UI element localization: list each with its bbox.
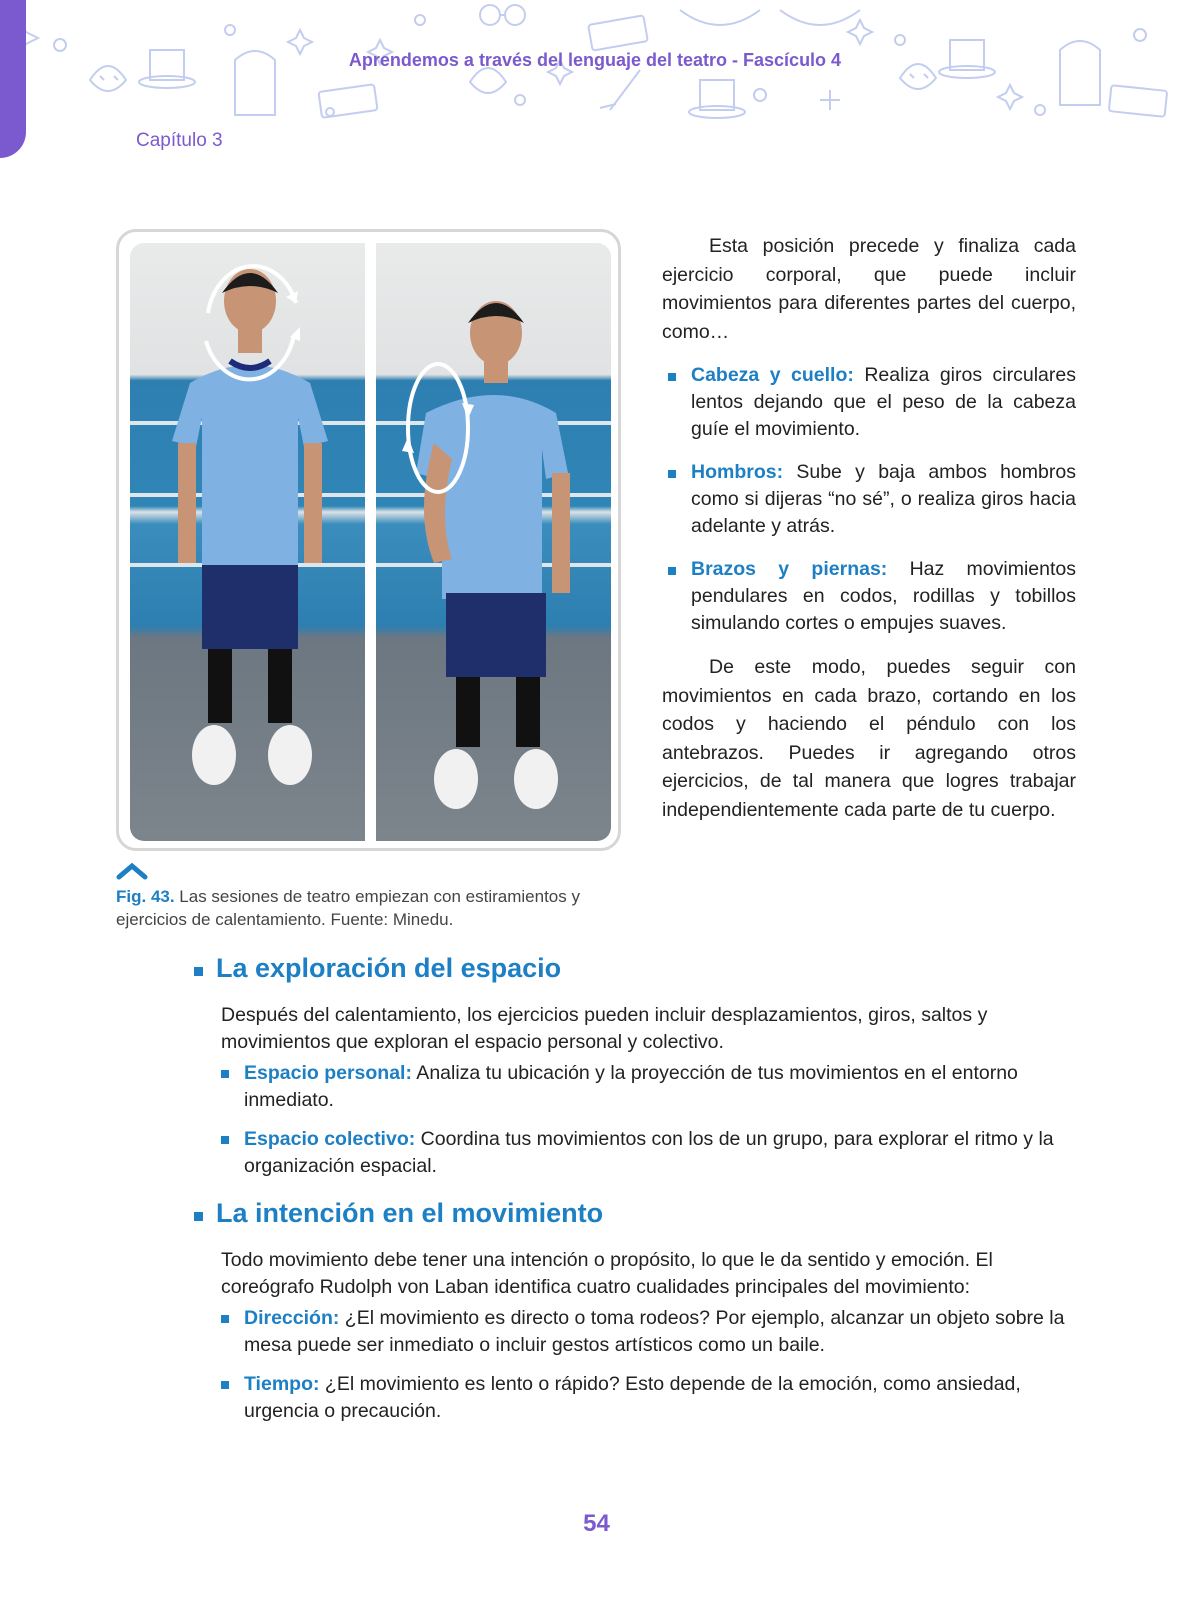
list-item-text: Analiza tu ubicación y la proyección de tus movimientos en el entorno inmediato. <box>244 1062 1018 1111</box>
page-number: 54 <box>583 1510 610 1537</box>
student-shoulder-stretch-illustration <box>376 243 611 841</box>
list-item-term: Tiempo: <box>244 1373 320 1395</box>
chevron-up-icon <box>116 862 148 880</box>
list-item-term: Cabeza y cuello: <box>691 364 854 386</box>
list-item-text: Realiza giros circulares lentos dejando que el peso de la cabeza guíe el movimiento. <box>691 364 1076 440</box>
list-item <box>221 1371 1076 1425</box>
list-item <box>662 556 1076 637</box>
intro-column <box>662 232 1076 824</box>
list-item <box>662 459 1076 540</box>
figure-caption-text: Las sesiones de teatro empiezan con estiramientos y ejercicios de calentamiento. Fuente: Minedu. <box>116 887 580 929</box>
figure-frame <box>116 229 621 851</box>
list-item <box>221 1126 1076 1180</box>
list-item-text: ¿El movimiento es directo o toma rodeos? Por ejemplo, alcanzar un objeto sobre la mesa puede ser inmediato o incluir gestos artísticos como un baile. <box>244 1307 1065 1356</box>
list-item-term: Espacio personal: <box>244 1062 412 1084</box>
photo-shoulder-rotation <box>376 243 611 841</box>
figure-label: Fig. 43. <box>116 887 175 906</box>
list-item-term: Hombros: <box>691 461 784 483</box>
chapter-side-tab <box>0 0 26 158</box>
list-item-text: Coordina tus movimientos con los de un grupo, para explorar el ritmo y la organización espacial. <box>244 1128 1054 1177</box>
body-parts-list <box>662 362 1076 637</box>
closing-paragraph: De este modo, puedes seguir con movimientos en cada brazo, cortando en los codos y haciendo el péndulo con los antebrazos. Puedes ir agregando otros ejercicios, de tal manera que logres trabajar independientemente cada parte de tu cuerpo. <box>662 656 1076 821</box>
list-item <box>662 362 1076 443</box>
list-item-term: Brazos y piernas: <box>691 558 888 580</box>
list-item <box>221 1060 1076 1114</box>
list-item-text: Haz movimientos pendulares en codos, rodillas y tobillos simulando cortes o empujes suaves. <box>691 558 1076 634</box>
section-body-intention <box>221 1247 1076 1437</box>
intro-paragraph: Esta posición precede y finaliza cada ejercicio corporal, que puede incluir movimientos para diferentes partes del cuerpo, como… <box>662 235 1076 343</box>
list-item-term: Dirección: <box>244 1307 340 1329</box>
list-item-text: ¿El movimiento es lento o rápido? Esto depende de la emoción, como ansiedad, urgencia o precaución. <box>244 1373 1021 1422</box>
space-list <box>221 1060 1076 1180</box>
qualities-list <box>221 1305 1076 1425</box>
photo-head-rotation <box>130 243 365 841</box>
list-item <box>221 1305 1076 1359</box>
figure-caption <box>116 885 636 931</box>
chapter-label: Capítulo 3 <box>136 130 223 151</box>
student-head-stretch-illustration <box>130 243 365 841</box>
list-item-text: Sube y baja ambos hombros como si dijeras “no sé”, o realiza giros hacia adelante y atrás. <box>691 461 1076 537</box>
section-paragraph: Todo movimiento debe tener una intención o propósito, lo que le da sentido y emoción. El coreógrafo Rudolph von Laban identifica cuatro cualidades principales del movimiento: <box>221 1249 993 1298</box>
list-item-term: Espacio colectivo: <box>244 1128 416 1150</box>
section-heading-space: La exploración del espacio <box>194 953 561 984</box>
section-heading-intention: La intención en el movimiento <box>194 1198 603 1229</box>
section-paragraph: Después del calentamiento, los ejercicios pueden incluir desplazamientos, giros, saltos y movimientos que exploran el espacio personal y colectivo. <box>221 1004 988 1053</box>
section-body-space <box>221 1002 1076 1192</box>
series-title: Aprendemos a través del lenguaje del teatro - Fascículo 4 <box>348 50 842 70</box>
